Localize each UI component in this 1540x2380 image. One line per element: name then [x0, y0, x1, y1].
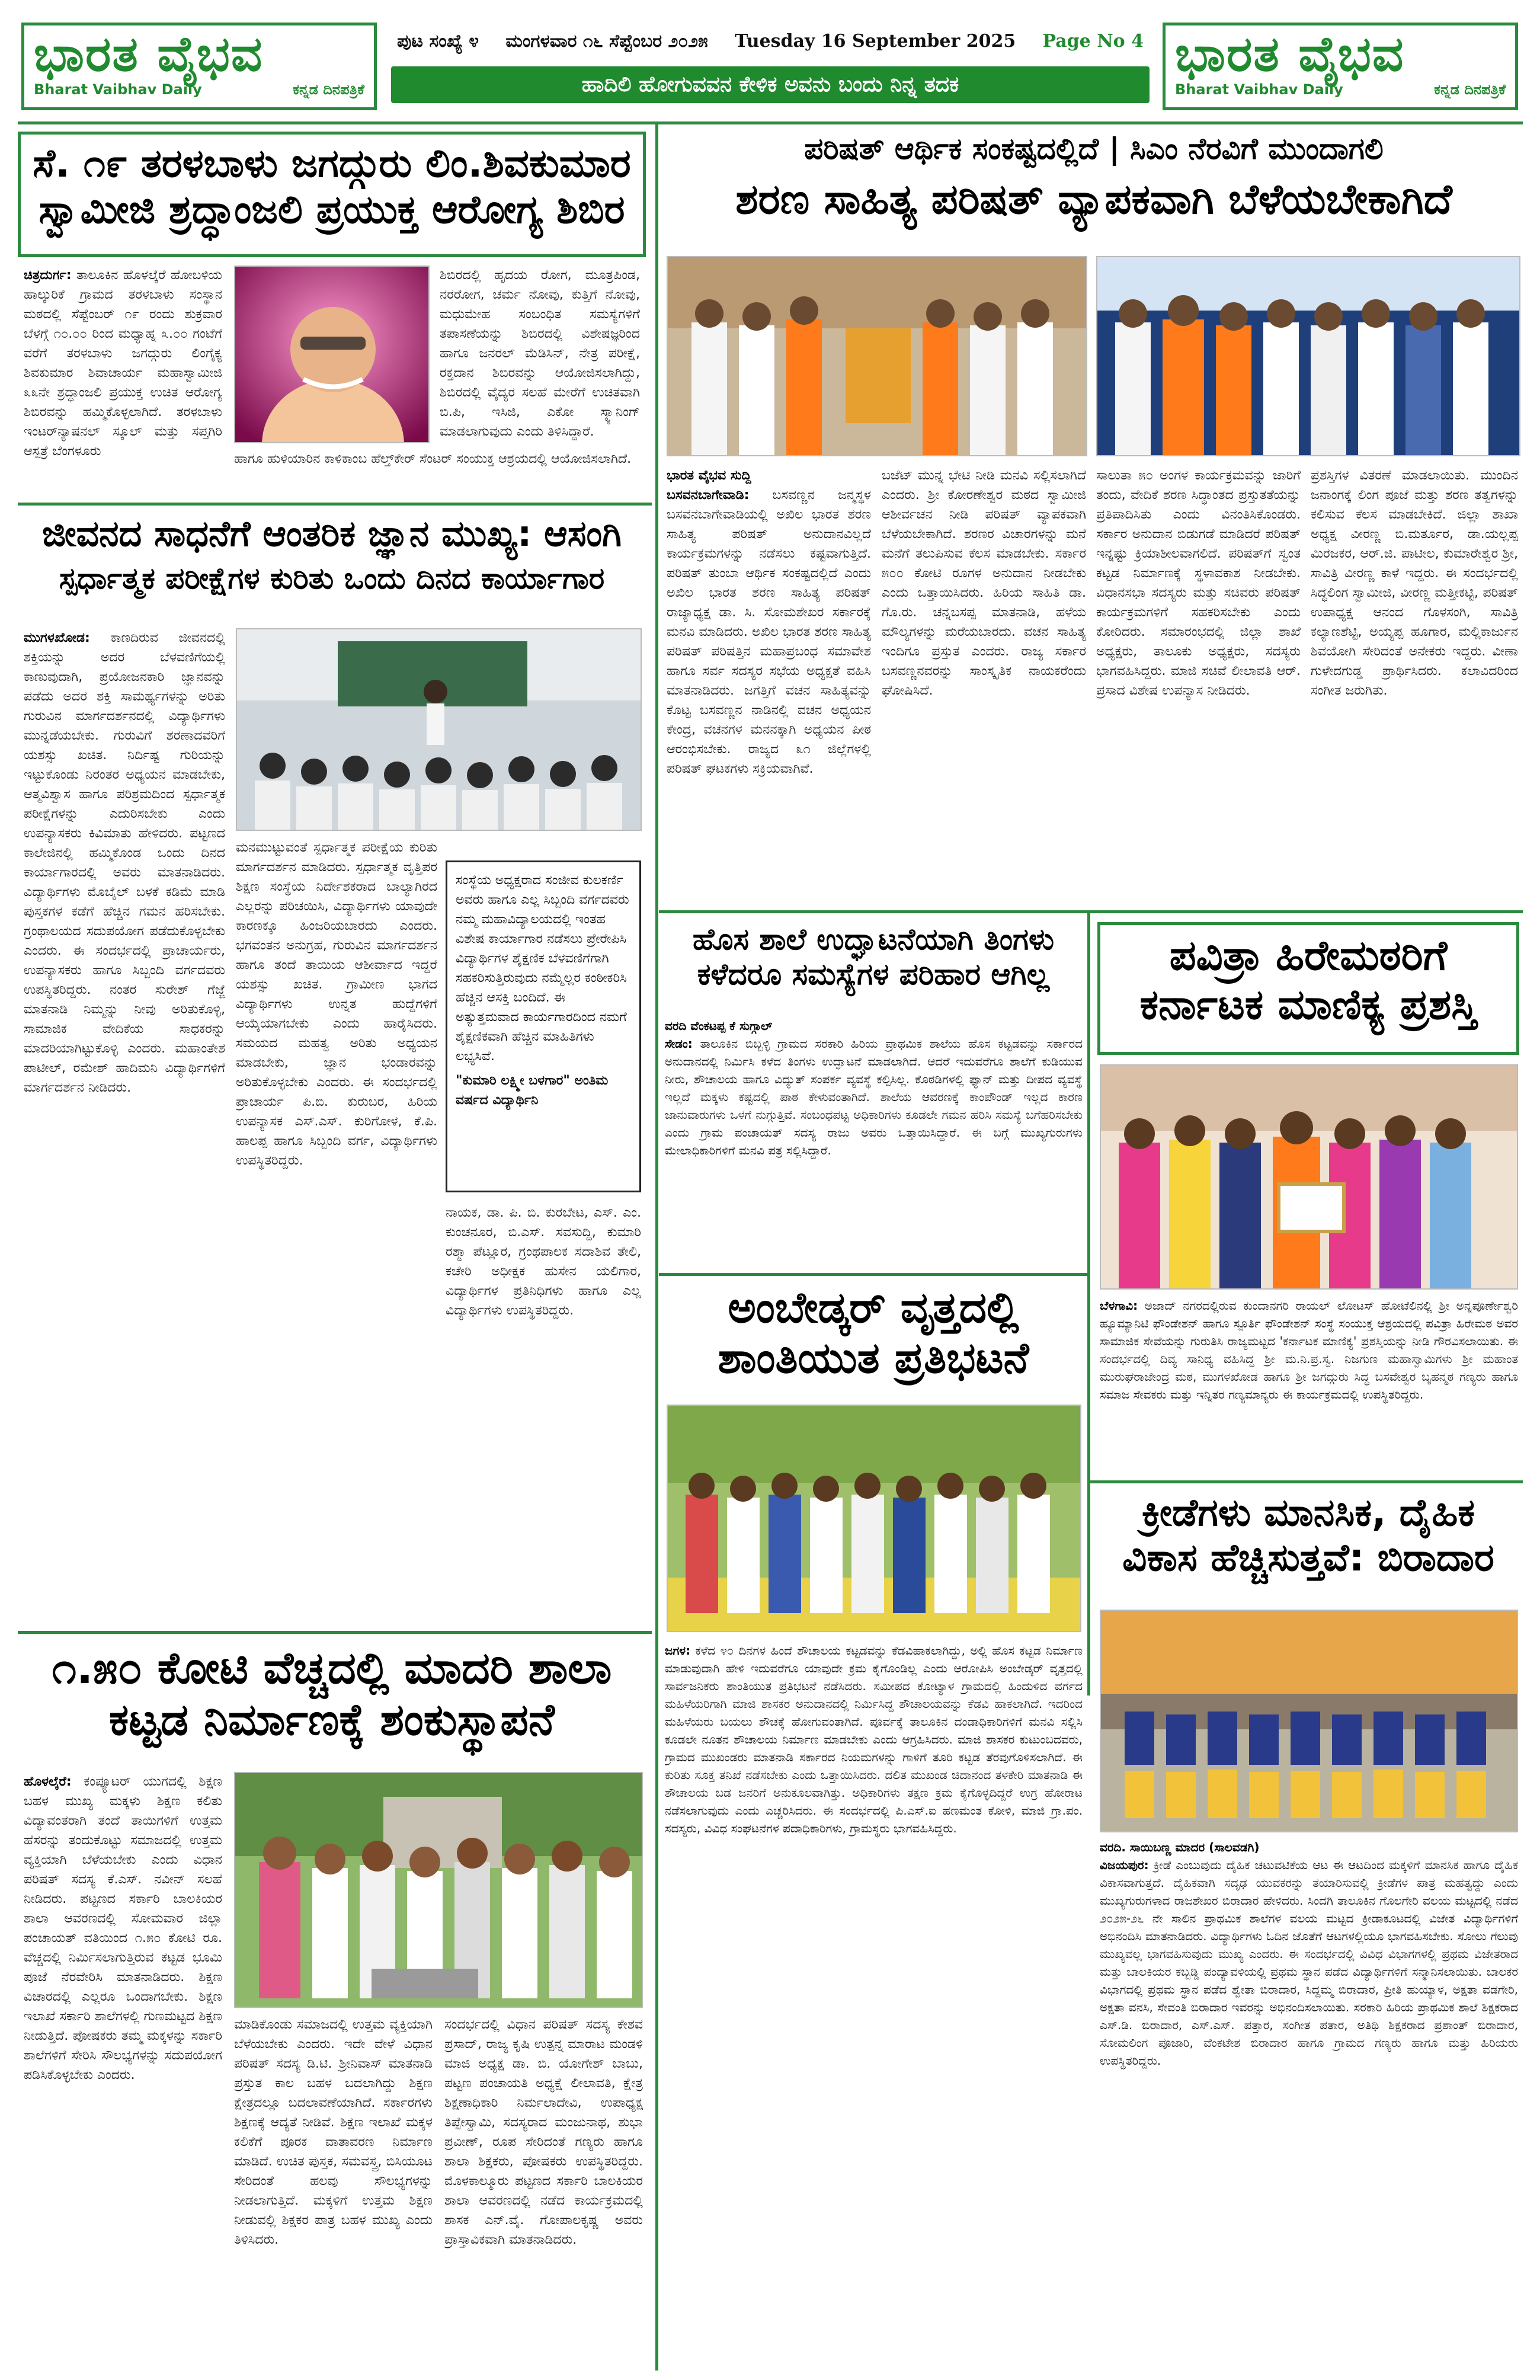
a5-headline [662, 922, 1084, 1011]
a5-headline-line1: ಹೊಸ ಶಾಲೆ ಉದ್ಘಾಟನೆಯಾಗಿ ತಿಂಗಳು [692, 922, 1055, 957]
date-kn: ಮಂಗಳವಾರ ೧೬ ಸೆಪ್ಟೆಂಬರ ೨೦೨೫ [505, 30, 708, 52]
a4-divider [659, 910, 1523, 913]
masthead-title-right: ಭಾರತ ವೈಭವ [1175, 26, 1405, 82]
a2-divider [18, 1631, 652, 1634]
a1-divider [18, 503, 652, 506]
a4-column-1 [667, 466, 871, 904]
a4-photo-stage-left [667, 256, 1087, 456]
a2-headline-line1: ಜೀವನದ ಸಾಧನೆಗೆ ಆಂತರಿಕ ಜ್ಞಾನ ಮುಖ್ಯ: ಆಸಂಗಿ [42, 513, 622, 555]
a1-column-2 [440, 265, 640, 449]
a2-column-3 [446, 1203, 641, 1624]
a5-body [665, 1017, 1083, 1266]
masthead-logo-left [21, 23, 377, 110]
a3-headline-line1: ೧.೫೦ ಕೋಟಿ ವೆಚ್ಚದಲ್ಲಿ ಮಾದರಿ ಶಾಲಾ [52, 1643, 612, 1694]
a6-photo-protest [667, 1405, 1081, 1632]
a3-photo-foundation [234, 1772, 643, 2008]
a1-photo-swamiji [234, 265, 430, 443]
a2-headline-line2: ಸ್ಪರ್ಧಾತ್ಮಕ ಪರೀಕ್ಷೆಗಳ ಕುರಿತು ಒಂದು ದಿನದ ಕಾರ್ಯಾಗಾರ [59, 561, 605, 596]
a2-text-2: ಮನಮುಟ್ಟುವಂತೆ ಸ್ಪರ್ಧಾತ್ಮಕ ಪರೀಕ್ಷೆಯ ಕುರಿತು ಮಾರ್ಗದರ್ಶನ ಮಾಡಿದರು. ಸ್ಪರ್ಧಾತ್ಮಕ ವೃತ್ತಿಪರ ಶಿಕ್ಷಣ ಸಂಸ್ಥೆಯ ನಿರ್ದೇಶಕರಾದ ಬಾಲ್ಯಾಗಿರದ ಎಲ್ಲರನ್ನು ಪರಿಚಯಿಸಿ, ವಿದ್ಯಾರ್ಥಿಗಳು ಯಾವುದೇ ಕಾರಣಕ್ಕೂ ಹಿಂಜರಿಯಬಾರದು ಎಂದರು. ಭಗವಂತನ ಅನುಗ್ರಹ, ಗುರುವಿನ ಮಾರ್ಗದರ್ಶನ ಹಾಗೂ ತಂದೆ ತಾಯಿಯ ಆಶೀರ್ವಾದ ಇದ್ದರೆ ಯಶಸ್ಸು ಖಚಿತ. ಗ್ರಾಮೀಣ ಭಾಗದ ವಿದ್ಯಾರ್ಥಿಗಳು ಉನ್ನತ ಹುದ್ದೆಗಳಿಗೆ ಆಯ್ಕೆಯಾಗಬೇಕು ಎಂದು ಹಾರೈಸಿದರು. ಸಮಯದ ಮಹತ್ವ ಅರಿತು ಅಧ್ಯಯನ ಮಾಡಬೇಕು, ಜ್ಞಾನ ಭಂಡಾರವನ್ನು ಅರಿತುಕೊಳ್ಳಬೇಕು ಎಂದರು. ಈ ಸಂದರ್ಭದಲ್ಲಿ ಪ್ರಾಚಾರ್ಯ ಪಿ.ಬಿ. ಕುರುಬರ, ಹಿರಿಯ ಉಪನ್ಯಾಸಕ ಎಸ್.ಎಸ್. ಕುರಿಗೋಳ, ಕೆ.ಪಿ. ಹಾಲಪ್ಪ ಹಾಗೂ ಸಿಬ್ಬಂದಿ ವರ್ಗ, ವಿದ್ಯಾರ್ಥಿಗಳು ಉಪಸ್ಥಿತರಿದ್ದರು. [236, 840, 437, 1168]
a7-photo-award [1100, 1064, 1518, 1290]
a4-dateline: ಬಸವನಬಾಗೇವಾಡಿ: [667, 488, 750, 503]
a1-headline-line1: ಸೆ. ೧೯ ತರಳಬಾಳು ಜಗದ್ಗುರು ಲಿಂ.ಶಿವಕುಮಾರ [33, 140, 631, 186]
a3-headline-line2: ಕಟ್ಟಡ ನಿರ್ಮಾಣಕ್ಕೆ ಶಂಕುಸ್ಥಾಪನೆ [109, 1694, 555, 1746]
a5-headline-line2: ಕಳೆದರೂ ಸಮಸ್ಯೆಗಳ ಪರಿಹಾರ ಆಗಿಲ್ಲ [697, 957, 1050, 991]
a7-headline-line2: ಕರ್ನಾಟಕ ಮಾಣಿಕ್ಯ ಪ್ರಶಸ್ತಿ [1139, 980, 1477, 1029]
column-divider [655, 124, 658, 2371]
a2-quote-box [446, 860, 641, 1192]
a6-headline-line1: ಅಂಬೇಡ್ಕರ್ ವೃತ್ತದಲ್ಲಿ [728, 1282, 1019, 1332]
a1-column-1 [24, 265, 222, 497]
a3-column-2 [234, 2015, 433, 2371]
a3-headline [18, 1643, 646, 1759]
a4-headline-main: ಶರಣ ಸಾಹಿತ್ಯ ಪರಿಷತ್ ವ್ಯಾಪಕವಾಗಿ ಬೆಳೆಯಬೇಕಾಗಿದೆ [735, 175, 1452, 223]
masthead-kannada-sub-right: ಕನ್ನಡ ದಿನಪತ್ರಿಕೆ [1434, 81, 1506, 98]
masthead-logo-right [1163, 23, 1518, 110]
a2-text-3: ನಾಯಕ, ಡಾ. ಪಿ. ಬಿ. ಕುರಬೇಟ, ಎಸ್. ಎಂ. ಕುಂಚನೂರ, ಬಿ.ಎಸ್. ಸವಸುದ್ದಿ, ಕುಮಾರಿ ರಶ್ಮಾ ಪೆಟ್ಲೂರ, ಗ್ರಂಥಪಾಲಕ ಸದಾಶಿವ ತೇಲಿ, ಕಚೇರಿ ಅಧೀಕ್ಷಕ ಹುಸೇನ ಯಲಿಗಾರ, ವಿದ್ಯಾರ್ಥಿಗಳ ಪ್ರತಿನಿಧಿಗಳು ಹಾಗೂ ಎಲ್ಲ ವಿದ್ಯಾರ್ಥಿಗಳು ಉಪಸ್ಥಿತರಿದ್ದರು. [446, 1205, 641, 1318]
a3-text-3: ಸಂದರ್ಭದಲ್ಲಿ ವಿಧಾನ ಪರಿಷತ್ ಸದಸ್ಯ ಕೇಶವ ಪ್ರಸಾದ್, ರಾಜ್ಯ ಕೃಷಿ ಉತ್ಪನ್ನ ಮಾರಾಟ ಮಂಡಳಿ ಮಾಜಿ ಅಧ್ಯಕ್ಷ ಡಾ. ಬಿ. ಯೋಗೇಶ್ ಬಾಬು, ಪಟ್ಟಣ ಪಂಚಾಯತಿ ಅಧ್ಯಕ್ಷೆ ಲೀಲಾವತಿ, ಕ್ಷೇತ್ರ ಶಿಕ್ಷಣಾಧಿಕಾರಿ ನಿರ್ಮಲಾದೇವಿ, ಉಪಾಧ್ಯಕ್ಷ ತಿಪ್ಪೇಸ್ವಾಮಿ, ಸದಸ್ಯರಾದ ಮಂಜುನಾಥ, ಶುಭಾ ಪ್ರವೀಣ್, ರೂಪ ಸೇರಿದಂತೆ ಗಣ್ಯರು ಹಾಗೂ ಶಾಲಾ ಶಿಕ್ಷಕರು, ಪೋಷಕರು ಉಪಸ್ಥಿತರಿದ್ದರು. ಮೊಳಕಾಲ್ಮೂರು ಪಟ್ಟಣದ ಸರ್ಕಾರಿ ಬಾಲಕಿಯರ ಶಾಲಾ ಆವರಣದಲ್ಲಿ ನಡೆದ ಕಾರ್ಯಕ್ರಮದಲ್ಲಿ ಶಾಸಕ ಎನ್.ವೈ. ಗೋಪಾಲಕೃಷ್ಣ ಅವರು ಪ್ರಾಸ್ತಾವಿಕವಾಗಿ ಮಾತನಾಡಿದರು. [444, 2017, 643, 2247]
a3-column-1 [24, 1772, 222, 2371]
masthead-divider [18, 121, 1523, 124]
a8-photo-sports [1100, 1610, 1518, 1832]
a6-text: ಕಳೆದ ೪೦ ದಿನಗಳ ಹಿಂದೆ ಶೌಚಾಲಯ ಕಟ್ಟಡವನ್ನು ಕೆಡವಿಹಾಕಲಾಗಿದ್ದು, ಅಲ್ಲಿ ಹೊಸ ಕಟ್ಟಡ ನಿರ್ಮಾಣ ಮಾಡುವುದಾಗಿ ಹೇಳಿ ಇದುವರೆಗೂ ಯಾವುದೇ ಕ್ರಮ ಕೈಗೊಂಡಿಲ್ಲ ಎಂದು ಆರೋಪಿಸಿ ಅಂಬೇಡ್ಕರ್ ವೃತ್ತದಲ್ಲಿ ಸಾರ್ವಜನಿಕರು ಶಾಂತಿಯುತ ಪ್ರತಿಭಟನೆ ನಡೆಸಿದರು. ಸಮೀಪದ ಕೋಟ್ಯಾಳ ಗ್ರಾಮದಲ್ಲಿ ಹಿಂದುಳಿದ ವರ್ಗದ ಮಹಿಳೆಯರಿಗಾಗಿ ಮಾಜಿ ಶಾಸಕರ ಅನುದಾನದಲ್ಲಿ ನಿರ್ಮಿಸಿದ್ದ ಶೌಚಾಲಯವನ್ನು ಕೆಡವಿ ಹಾಕಲಾಗಿದೆ. ಇದರಿಂದ ಮಹಿಳೆಯರು ಬಯಲು ಶೌಚಕ್ಕೆ ಹೋಗುವಂತಾಗಿದೆ. ಪೂರ್ವಕ್ಕೆ ತಾಲೂಕಿನ ದಂಡಾಧಿಕಾರಿಗಳಿಗೆ ಮನವಿ ಸಲ್ಲಿಸಿ ಕೂಡಲೇ ನೂತನ ಶೌಚಾಲಯ ನಿರ್ಮಾಣ ಮಾಡಬೇಕು ಎಂದು ಆಗ್ರಹಿಸಿದರು. ಮಾಜಿ ಶಾಸಕರ ಕುಟುಂಬದವರು, ಗ್ರಾಮದ ಮುಖಂಡರು ಮಾತನಾಡಿ ಸರ್ಕಾರದ ನಿಯಮಗಳನ್ನು ಗಾಳಿಗೆ ತೂರಿ ಕಟ್ಟಡ ತೆರವುಗೊಳಿಸಲಾಗಿದೆ. ಈ ಕುರಿತು ಸೂಕ್ತ ತನಿಖೆ ನಡೆಸಬೇಕು ಎಂದು ಒತ್ತಾಯಿಸಿದರು. ದಲಿತ ಮುಖಂಡ ಚಿದಾನಂದ ತಳಕೇರಿ ಮಾತನಾಡಿ ಈ ಶೌಚಾಲಯ ಬಡ ಜನರಿಗೆ ಅನುಕೂಲವಾಗಿತ್ತು. ಅಧಿಕಾರಿಗಳು ತಕ್ಷಣ ಕ್ರಮ ಕೈಗೊಳ್ಳದಿದ್ದರೆ ಉಗ್ರ ಹೋರಾಟ ನಡೆಸಲಾಗುವುದು ಎಂದು ಎಚ್ಚರಿಸಿದರು. ಈ ಸಂದರ್ಭದಲ್ಲಿ ಪಿ.ಎಸ್.ಐ ಹಣಮಂತ ಕೋಳಿ, ಮಾಜಿ ಗ್ರಾ.ಪಂ. ಸದಸ್ಯರು, ವಿವಿಧ ಸಂಘಟನೆಗಳ ಪದಾಧಿಕಾರಿಗಳು, ಗ್ರಾಮಸ್ಥರು ಭಾಗವಹಿಸಿದ್ದರು. [665, 1643, 1083, 1835]
slogan-bar: ಹಾದಿಲಿ ಹೋಗುವವನ ಕೇಳಿಕ ಅವನು ಬಂದು ನಿನ್ನ ತದಕ [391, 66, 1150, 103]
a7-body [1100, 1297, 1518, 1474]
a6-dateline: ಜಗಳ: [665, 1643, 691, 1658]
a3-text-2: ಮಾಡಿಕೊಂಡು ಸಮಾಜದಲ್ಲಿ ಉತ್ತಮ ವ್ಯಕ್ತಿಯಾಗಿ ಬೆಳೆಯಬೇಕು ಎಂದರು. ಇದೇ ವೇಳೆ ವಿಧಾನ ಪರಿಷತ್ ಸದಸ್ಯ ಡಿ.ಟಿ. ಶ್ರೀನಿವಾಸ್ ಮಾತನಾಡಿ ಪ್ರಸ್ತುತ ಕಾಲ ಬಹಳ ಬದಲಾಗಿದ್ದು ಶಿಕ್ಷಣ ಕ್ಷೇತ್ರದಲ್ಲೂ ಬದಲಾವಣೆಯಾಗಿದೆ. ಸರ್ಕಾರಗಳು ಶಿಕ್ಷಣಕ್ಕೆ ಆದ್ಯತೆ ನೀಡಿವೆ. ಶಿಕ್ಷಣ ಇಲಾಖೆ ಮಕ್ಕಳ ಕಲಿಕೆಗೆ ಪೂರಕ ವಾತಾವರಣ ನಿರ್ಮಾಣ ಮಾಡಿದೆ. ಉಚಿತ ಪುಸ್ತಕ, ಸಮವಸ್ತ್ರ, ಬಿಸಿಯೂಟ ಸೇರಿದಂತೆ ಹಲವು ಸೌಲಭ್ಯಗಳನ್ನು ನೀಡಲಾಗುತ್ತಿದೆ. ಮಕ್ಕಳಿಗೆ ಉತ್ತಮ ಶಿಕ್ಷಣ ನೀಡುವಲ್ಲಿ ಶಿಕ್ಷಕರ ಪಾತ್ರ ಬಹಳ ಮುಖ್ಯ ಎಂದು ತಿಳಿಸಿದರು. [234, 2017, 433, 2247]
a8-text: ಕ್ರೀಡೆ ಎಂಬುವುದು ದೈಹಿಕ ಚಟುವಟಿಕೆಯ ಆಟ ಈ ಆಟದಿಂದ ಮಕ್ಕಳಿಗೆ ಮಾನಸಿಕ ಹಾಗೂ ದೈಹಿಕ ವಿಕಾಸವಾಗುತ್ತದೆ. ದೈಹಿಕವಾಗಿ ಸದೃಢ ಯುವಕರನ್ನು ತಯಾರಿಸುವಲ್ಲಿ ಕ್ರೀಡೆಗಳ ಪಾತ್ರ ಮಹತ್ವದ್ದು ಎಂದು ಮುಖ್ಯಗುರುಗಳಾದ ರಾಜಶೇಖರ ಬಿರಾದಾರ ಹೇಳಿದರು. ಸಿಂದಗಿ ತಾಲೂಕಿನ ಗೊಲಗೇರಿ ವಲಯ ಮಟ್ಟದಲ್ಲಿ ನಡೆದ ೨೦೨೫-೨೬ ನೇ ಸಾಲಿನ ಪ್ರಾಥಮಿಕ ಶಾಲೆಗಳ ವಲಯ ಮಟ್ಟದ ಕ್ರೀಡಾಕೂಟದಲ್ಲಿ ವಿಜೇತ ವಿದ್ಯಾರ್ಥಿಗಳಿಗೆ ಅಭಿನಂದಿಸಿ ಮಾತನಾಡಿದರು. ವಿದ್ಯಾರ್ಥಿಗಳು ಓದಿನ ಜೊತೆಗೆ ಆಟಗಳಲ್ಲಿಯೂ ಭಾಗವಹಿಸಬೇಕು. ಸೋಲು ಗೆಲುವು ಮುಖ್ಯವಲ್ಲ ಭಾಗವಹಿಸುವುದು ಮುಖ್ಯ ಎಂದರು. ಈ ಸಂದರ್ಭದಲ್ಲಿ ವಿವಿಧ ವಿಭಾಗಗಳಲ್ಲಿ ಪ್ರಥಮ ವಿಜೇತರಾದ ಮತ್ತು ಬಾಲಕಿಯರ ಕಬ್ಬಡ್ಡಿ ಪಂದ್ಯಾವಳಿಯಲ್ಲಿ ಪ್ರಥಮ ಸ್ಥಾನ ಪಡೆದ ವಿದ್ಯಾರ್ಥಿಗಳಿಗೆ ಸನ್ಮಾನಿಸಲಾಯಿತು. ಬಾಲಕರ ವಿಭಾಗದಲ್ಲಿ ಪ್ರಥಮ ಸ್ಥಾನ ಪಡೆದ ಶ್ವೇತಾ ಬಿರಾದಾರ, ಸಿದ್ದಮ್ಮ ಬಿರಾದಾರ, ಪ್ರೀತಿ ಹುಯ್ಯಾಳ, ಅಕ್ಷತಾ ವಡಗೇರಿ, ಅಕ್ಷತಾ ವನಸಿ, ಸೇವಂತಿ ಬಿರಾದಾರ ಇವರನ್ನು ಅಭಿನಂದಿಸಲಾಯಿತು. ಸರಕಾರಿ ಹಿರಿಯ ಪ್ರಾಥಮಿಕ ಶಾಲೆ ಶಿಕ್ಷಕರಾದ ಎಸ್.ಡಿ. ಬಿರಾದಾರ, ಎಸ್.ಎಸ್. ಪತ್ತಾರ, ಸಂಗೀತ ಪತಾರ, ಅತಿಥಿ ಶಿಕ್ಷಕರಾದ ಪ್ರಶಾಂತ್ ಬಿರಾದಾರ, ಸೋಮಲಿಂಗ ಪೂಜಾರಿ, ವೆಂಕಟೇಶ ಬಿರಾದಾರ ಹಾಗೂ ಗ್ರಾಮದ ಗಣ್ಯರು ಹಾಗೂ ಮತ್ತು ಹಿರಿಯರು ಉಪಸ್ಥಿತರಿದ್ದರು. [1100, 1858, 1518, 2068]
a1-text-2: ಶಿಬಿರದಲ್ಲಿ ಹೃದಯ ರೋಗ, ಮೂತ್ರಪಿಂಡ, ನರರೋಗ, ಚರ್ಮ ನೋವು, ಕುತ್ತಿಗೆ ನೋವು, ಮಧುಮೇಹ ಸಂಬಂಧಿತ ಸಮಸ್ಯೆಗಳಿಗೆ ತಪಾಸಣೆಯನ್ನು ಶಿಬಿರದಲ್ಲಿ ವಿಶೇಷಜ್ಞರಿಂದ ಹಾಗೂ ಜನರಲ್ ಮೆಡಿಸಿನ್, ನೇತ್ರ ಪರೀಕ್ಷೆ, ರಕ್ತದಾನ ಶಿಬಿರವನ್ನು ಆಯೋಜಿಸಲಾಗಿದ್ದು, ಶಿಬಿರದಲ್ಲಿ ವೈದ್ಯರ ಸಲಹೆ ಮೇರೆಗೆ ಉಚಿತವಾಗಿ ಬಿ.ಪಿ, ಇಸಿಜಿ, ಎಕೋ ಸ್ಕ್ಯಾನಿಂಗ್ ಮಾಡಲಾಗುವುದು ಎಂದು ತಿಳಿಸಿದ್ದಾರೆ. [440, 268, 640, 439]
a6-headline-line2: ಶಾಂತಿಯುತ ಪ್ರತಿಭಟನೆ [718, 1332, 1029, 1383]
a4-column-4 [1311, 466, 1518, 904]
masthead-title: ಭಾರತ ವೈಭವ [34, 26, 264, 82]
a8-dateline: ವಿಜಯಪುರ: [1100, 1858, 1149, 1872]
a1-headline-box [18, 132, 646, 257]
a8-headline [1097, 1491, 1519, 1604]
a8-byline: ವರದಿ. ಸಾಯಿಬಣ್ಣ ಮಾದರ (ಸಾಲವಡಗಿ) [1100, 1840, 1260, 1854]
masthead-kannada-sub: ಕನ್ನಡ ದಿನಪತ್ರಿಕೆ [293, 81, 364, 98]
a4-text-2: ಬಜೆಟ್ ಮುನ್ನ ಭೇಟಿ ನೀಡಿ ಮನವಿ ಸಲ್ಲಿಸಲಾಗಿದೆ ಎಂದರು. ಶ್ರೀ ಕೋರಣೇಶ್ವರ ಮಠದ ಸ್ವಾಮೀಜಿ ಆಶೀರ್ವಚನ ನೀಡಿ ಪರಿಷತ್ ವ್ಯಾಪಕವಾಗಿ ಬೆಳೆಯಬೇಕಾಗಿದೆ. ಶರಣರ ವಿಚಾರಗಳನ್ನು ಮನೆ ಮನೆಗೆ ತಲುಪಿಸುವ ಕೆಲಸ ಮಾಡಬೇಕು. ಸರ್ಕಾರ ೫೦೦ ಕೋಟಿ ರೂಗಳ ಅನುದಾನ ನೀಡಬೇಕು ಎಂದು ಒತ್ತಾಯಿಸಿದರು. ಹಿರಿಯ ಸಾಹಿತಿ ಡಾ. ಗೊ.ರು. ಚನ್ನಬಸಪ್ಪ ಮಾತನಾಡಿ, ಹಳೆಯ ಮೌಲ್ಯಗಳನ್ನು ಮರೆಯಬಾರದು. ವಚನ ಸಾಹಿತ್ಯ ಇಂದಿಗೂ ಪ್ರಸ್ತುತ ಎಂದರು. ರಾಜ್ಯ ಸರ್ಕಾರ ಬಸವಣ್ಣನವರನ್ನು ಸಾಂಸ್ಕೃತಿಕ ನಾಯಕರೆಂದು ಘೋಷಿಸಿದೆ. [882, 468, 1086, 698]
a8-headline-line2: ವಿಕಾಸ ಹೆಚ್ಚಿಸುತ್ತವೆ: ಬಿರಾದಾರ [1122, 1536, 1494, 1580]
a2-text-1: ಕಾಣದಿರುವ ಜೀವನದಲ್ಲಿ ಶಕ್ತಿಯನ್ನು ಅದರ ಬೆಳವಣಿಗೆಯಲ್ಲಿ ಕಾಣುವುದಾಗಿ, ಪ್ರಯೋಜನಕಾರಿ ಜ್ಞಾನವನ್ನು ಪಡೆದು ಅದರ ಶಕ್ತಿ ಸಾಮರ್ಥ್ಯಗಳನ್ನು ಅರಿತು ಗುರುವಿನ ಮಾರ್ಗದರ್ಶನದಲ್ಲಿ ವಿದ್ಯಾರ್ಥಿಗಳು ಮುನ್ನಡೆಯಬೇಕು. ಗುರುವಿಗೆ ಶರಣಾದವರಿಗೆ ಯಶಸ್ಸು ಖಚಿತ. ನಿರ್ದಿಷ್ಟ ಗುರಿಯನ್ನು ಇಟ್ಟುಕೊಂಡು ನಿರಂತರ ಅಧ್ಯಯನ ಮಾಡಬೇಕು, ಆತ್ಮವಿಶ್ವಾಸ ಹಾಗೂ ಪರಿಶ್ರಮದಿಂದ ಸ್ಪರ್ಧಾತ್ಮಕ ಪರೀಕ್ಷೆಗಳನ್ನು ಎದುರಿಸಬೇಕು ಎಂದು ಉಪನ್ಯಾಸಕರು ಕಿವಿಮಾತು ಹೇಳಿದರು. ಪಟ್ಟಣದ ಕಾಲೇಜಿನಲ್ಲಿ ಹಮ್ಮಿಕೊಂಡ ಒಂದು ದಿನದ ಕಾರ್ಯಾಗಾರದಲ್ಲಿ ಅವರು ಮಾತನಾಡಿದರು. ವಿದ್ಯಾರ್ಥಿಗಳು ಮೊಬೈಲ್ ಬಳಕೆ ಕಡಿಮೆ ಮಾಡಿ ಪುಸ್ತಕಗಳ ಕಡೆಗೆ ಹೆಚ್ಚಿನ ಗಮನ ಹರಿಸಬೇಕು. ಗ್ರಂಥಾಲಯದ ಸದುಪಯೋಗ ಪಡೆದುಕೊಳ್ಳಬೇಕು ಎಂದರು. ಈ ಸಂದರ್ಭದಲ್ಲಿ ಪ್ರಾಚಾರ್ಯರು, ಉಪನ್ಯಾಸಕರು ಹಾಗೂ ಸಿಬ್ಬಂದಿ ವರ್ಗದವರು ಉಪಸ್ಥಿತರಿದ್ದರು. ನಂತರ ಸುರೇಶ್ ಗೆಜ್ಜೆ ಮಾತನಾಡಿ ನಿಮ್ಮನ್ನು ನೀವು ಅರಿತುಕೊಳ್ಳಿ, ಸಾಮಾಜಿಕ ವೇದಿಕೆಯ ಸಾಧಕರನ್ನು ಮಾದರಿಯಾಗಿಟ್ಟುಕೊಳ್ಳಿ ಎಂದರು. ಮಹಾಂತೇಶ ಪಾಟೀಲ್, ರಮೇಶ್ ಹಾದಿಮನಿ ವಿದ್ಯಾರ್ಥಿಗಳಿಗೆ ಮಾರ್ಗದರ್ಶನ ನೀಡಿದರು. [24, 631, 225, 1095]
a4-headline-top: ಪರಿಷತ್ ಆರ್ಥಿಕ ಸಂಕಷ್ಟದಲ್ಲಿದೆ | ಸಿಎಂ ನೆರವಿಗೆ ಮುಂದಾಗಲಿ [804, 132, 1384, 166]
date-en: Tuesday 16 September 2025 [735, 30, 1016, 52]
a3-dateline: ಹೊಳಲ್ಕೆರೆ: [24, 1774, 72, 1789]
masthead-english: Bharat Vaibhav Daily [34, 81, 202, 98]
a4-text-1: ಬಸವಣ್ಣನ ಜನ್ಮಸ್ಥಳ ಬಸವನಬಾಗೇವಾಡಿಯಲ್ಲಿ ಅಖಿಲ ಭಾರತ ಶರಣ ಸಾಹಿತ್ಯ ಪರಿಷತ್ ಅನುದಾನವಿಲ್ಲದೆ ಕಾರ್ಯಕ್ರಮಗಳನ್ನು ನಡೆಸಲು ಕಷ್ಟವಾಗುತ್ತಿದೆ. ಪರಿಷತ್ ತುಂಬಾ ಆರ್ಥಿಕ ಸಂಕಷ್ಟದಲ್ಲಿದೆ ಎಂದು ಅಖಿಲ ಭಾರತ ಶರಣ ಸಾಹಿತ್ಯ ಪರಿಷತ್ ರಾಜ್ಯಾಧ್ಯಕ್ಷ ಡಾ. ಸಿ. ಸೋಮಶೇಖರ ಸರ್ಕಾರಕ್ಕೆ ಮನವಿ ಮಾಡಿದರು. ಅಖಿಲ ಭಾರತ ಶರಣ ಸಾಹಿತ್ಯ ಪರಿಷತ್ ಪರಿಷತ್ತಿನ ಮಹಾಪ್ರಬಂಧ ಸಮಾವೇಶ ಹಾಗೂ ಸರ್ವ ಸದಸ್ಯರ ಸಭೆಯ ಅಧ್ಯಕ್ಷತೆ ವಹಿಸಿ ಮಾತನಾಡಿದರು. ಜಗತ್ತಿಗೆ ವಚನ ಸಾಹಿತ್ಯವನ್ನು ಕೊಟ್ಟ ಬಸವಣ್ಣನ ನಾಡಿನಲ್ಲಿ ವಚನ ಅಧ್ಯಯನ ಕೇಂದ್ರ, ವಚನಗಳ ಮನನಕ್ಕಾಗಿ ಅಧ್ಯಯನ ಪೀಠ ಆರಂಭಿಸಬೇಕು. ರಾಜ್ಯದ ೩೧ ಜಿಲ್ಲೆಗಳಲ್ಲಿ ಪರಿಷತ್ ಘಟಕಗಳು ಸಕ್ರಿಯವಾಗಿವೆ. [667, 488, 871, 776]
a4-byline: ಭಾರತ ವೈಭವ ಸುದ್ದಿ [667, 468, 751, 483]
a2-dateline: ಮುಗಳಖೋಡ: [24, 631, 90, 645]
a4-headline [665, 132, 1523, 256]
a1-headline-line2: ಸ್ವಾಮೀಜಿ ಶ್ರದ್ಧಾಂಜಲಿ ಪ್ರಯುಕ್ತ ಆರೋಗ್ಯ ಶಿಬಿರ [39, 186, 625, 232]
a5-text: ತಾಲೂಕಿನ ಬಿಬ್ಬಳ್ಳಿ ಗ್ರಾಮದ ಸರಕಾರಿ ಹಿರಿಯ ಪ್ರಾಥಮಿಕ ಶಾಲೆಯ ಹೊಸ ಕಟ್ಟಡವನ್ನು ಸರ್ಕಾರದ ಅನುದಾನದಲ್ಲಿ ನಿರ್ಮಿಸಿ ಕಳೆದ ತಿಂಗಳು ಉದ್ಘಾಟನೆ ಮಾಡಲಾಗಿದೆ. ಆದರೆ ಇದುವರೆಗೂ ಶಾಲೆಗೆ ಕುಡಿಯುವ ನೀರು, ಶೌಚಾಲಯ ಹಾಗೂ ವಿದ್ಯುತ್ ಸಂಪರ್ಕ ವ್ಯವಸ್ಥೆ ಕಲ್ಪಿಸಿಲ್ಲ. ಕೊಠಡಿಗಳಲ್ಲಿ ಫ್ಯಾನ್ ಮತ್ತು ದೀಪದ ವ್ಯವಸ್ಥೆ ಇಲ್ಲದೆ ಮಕ್ಕಳು ಕಷ್ಟದಲ್ಲಿ ಪಾಠ ಕೇಳುವಂತಾಗಿದೆ. ಶಾಲೆಯ ಆವರಣಕ್ಕೆ ಕಾಂಪೌಂಡ್ ಇಲ್ಲದ ಕಾರಣ ಜಾನುವಾರುಗಳು ಒಳಗೆ ನುಗ್ಗುತ್ತಿವೆ. ಸಂಬಂಧಪಟ್ಟ ಅಧಿಕಾರಿಗಳು ಕೂಡಲೇ ಗಮನ ಹರಿಸಿ ಸಮಸ್ಯೆ ಬಗೆಹರಿಸಬೇಕು ಎಂದು ಗ್ರಾಮ ಪಂಚಾಯತ್ ಸದಸ್ಯ ರಾಜು ಅವರು ಒತ್ತಾಯಿಸಿದ್ದಾರೆ. ಈ ಬಗ್ಗೆ ಮುಖ್ಯಗುರುಗಳು ಮೇಲಾಧಿಕಾರಿಗಳಿಗೆ ಮನವಿ ಪತ್ರ ಸಲ್ಲಿಸಿದ್ದಾರೆ. [665, 1037, 1083, 1157]
a2-column-2 [236, 838, 437, 1624]
a2-box-signature: "ಕುಮಾರಿ ಲಕ್ಷ್ಮೀ ಬಳಗಾರ" ಅಂತಿಮ ವರ್ಷದ ವಿದ್ಯಾರ್ಥಿನಿ [456, 1073, 609, 1108]
page-number-en: Page No 4 [1042, 30, 1144, 52]
a1-text-3: ಹಾಗೂ ಹುಳಿಯಾರಿನ ಕಾಳಿಕಾಂಬ ಹೆಲ್ತ್‌ಕೇರ್ ಸೆಂಟರ್ ಸಂಯುಕ್ತ ಆಶ್ರಯದಲ್ಲಿ ಆಯೋಜಿಸಲಾಗಿದೆ. [234, 452, 632, 466]
a3-column-3 [444, 2015, 643, 2371]
a4-text-4: ಪ್ರಶಸ್ತಿಗಳ ವಿತರಣೆ ಮಾಡಲಾಯಿತು. ಮುಂದಿನ ಜನಾಂಗಕ್ಕೆ ಲಿಂಗ ಪೂಜೆ ಮತ್ತು ಶರಣ ತತ್ವಗಳನ್ನು ಕಲಿಸುವ ಕೆಲಸ ಮಾಡಬೇಕಿದೆ. ಜಿಲ್ಲಾ ಶಾಖಾ ಅಧ್ಯಕ್ಷ ವೀರಣ್ಣ ಬಿ.ಮರ್ತೂರ, ಡಾ.ಯಲ್ಲಪ್ಪ ಮಿರಜಕರ, ಆರ್.ಜಿ. ಪಾಟೀಲ, ಕುಮಾರೇಶ್ವರ ಶ್ರೀ, ಸಾವಿತ್ರಿ ವೀರಣ್ಣ ಕಾಳೆ ಇದ್ದರು. ಈ ಸಂದರ್ಭದಲ್ಲಿ ಸಿದ್ಧಲಿಂಗ ಸ್ವಾಮೀಜಿ, ವೀರಣ್ಣ ಮತ್ತೀಕಟ್ಟಿ, ಪರಿಷತ್ ಉಪಾಧ್ಯಕ್ಷ ಆನಂದ ಗೊಳಸಂಗಿ, ಸಾವಿತ್ರಿ ಕಲ್ಯಾಣಶೆಟ್ಟಿ, ಅಯ್ಯಪ್ಪ ಹೂಗಾರ, ಮಲ್ಲಿಕಾರ್ಜುನ ಶಿವಯೋಗಿ ಸೇರಿದಂತೆ ಅನೇಕರು ಇದ್ದರು. ವೀಣಾ ಗುಳೇದಗುಡ್ಡ ಪ್ರಾರ್ಥಿಸಿದರು. ಕಲಾವಿದರಿಂದ ಸಂಗೀತ ಜರುಗಿತು. [1311, 468, 1518, 698]
a5-dateline: ಸೇಡಂ: [665, 1037, 693, 1051]
masthead-english-right: Bharat Vaibhav Daily [1175, 81, 1343, 98]
right-column-divider [1087, 913, 1090, 1696]
a7-dateline: ಬೆಳಗಾವಿ: [1100, 1298, 1138, 1313]
a5-divider [659, 1273, 1087, 1276]
a8-headline-line1: ಕ್ರೀಡೆಗಳು ಮಾನಸಿಕ, ದೈಹಿಕ [1141, 1491, 1475, 1535]
a6-body [665, 1642, 1083, 2371]
a2-box-text: ಸಂಸ್ಥೆಯ ಅಧ್ಯಕ್ಷರಾದ ಸಂಜೀವ ಕುಲಕರ್ಣಿ ಅವರು ಹಾಗೂ ಎಲ್ಲ ಸಿಬ್ಬಂದಿ ವರ್ಗದವರು ನಮ್ಮ ಮಹಾವಿದ್ಯಾಲಯದಲ್ಲಿ ಇಂತಹ ವಿಶೇಷ ಕಾರ್ಯಾಗಾರ ನಡೆಸಲು ಪ್ರೇರೇಪಿಸಿ ವಿದ್ಯಾರ್ಥಿಗಳ ಶೈಕ್ಷಣಿಕ ಬೆಳವಣಿಗೆಗಾಗಿ ಸಹಕರಿಸುತ್ತಿರುವುದು ನಮ್ಮೆಲ್ಲರ ಕಂಠೀಕರಿಸಿ ಹೆಚ್ಚಿನ ಆಸಕ್ತಿ ಬಂದಿದೆ. ಈ ಅತ್ಯುತ್ತಮವಾದ ಕಾರ್ಯಗಾರದಿಂದ ನಮಗೆ ಶೈಕ್ಷಣಿಕವಾಗಿ ಹೆಚ್ಚಿನ ಮಾಹಿತಿಗಳು ಲಭ್ಯಸಿವೆ. [456, 873, 629, 1064]
a7-headline-line1: ಪವಿತ್ರಾ ಹಿರೇಮಠರಿಗೆ [1169, 931, 1448, 980]
a6-headline [662, 1282, 1084, 1401]
a4-photo-stage-right [1096, 256, 1520, 456]
masthead-center [391, 23, 1150, 110]
a4-column-3 [1096, 466, 1301, 904]
a4-column-2 [882, 466, 1086, 904]
a1-under-photo [234, 449, 640, 497]
a7-divider [1090, 1480, 1523, 1483]
a1-text-1: ತಾಲೂಕಿನ ಹೊಳಲ್ಕೆರೆ ಹೋಬಳಿಯ ಹಾಲ್ಕುರಿಕೆ ಗ್ರಾಮದ ತರಳಬಾಳು ಸಂಸ್ಥಾನ ಮಠದಲ್ಲಿ ಸೆಪ್ಟೆಂಬರ್ ೧೯ ರಂದು ಶುಕ್ರವಾರ ಬೆಳಗ್ಗೆ ೧೦.೦೦ ರಿಂದ ಮಧ್ಯಾಹ್ನ ೩.೦೦ ಗಂಟೆಗೆ ವರೆಗೆ ತರಳಬಾಳು ಜಗದ್ಗುರು ಲಿಂಗೈಕ್ಯ ಶಿವಕುಮಾರ ಶಿವಾಚಾರ್ಯ ಮಹಾಸ್ವಾಮೀಜಿ ೩೩ನೇ ಶ್ರದ್ಧಾಂಜಲಿ ಪ್ರಯುಕ್ತ ಉಚಿತ ಆರೋಗ್ಯ ಶಿಬಿರವನ್ನು ಹಮ್ಮಿಕೊಳ್ಳಲಾಗಿದೆ. ತರಳಬಾಳು ಇಂಟರ್‌ನ್ಯಾಷನಲ್ ಸ್ಕೂಲ್ ಮತ್ತು ಸಪ್ತಗಿರಿ ಆಸ್ಪತ್ರೆ ಬೆಂಗಳೂರು [24, 268, 222, 459]
a7-headline-box [1097, 922, 1519, 1055]
a2-column-1 [24, 628, 225, 1624]
a3-text-1: ಕಂಪ್ಯೂಟರ್ ಯುಗದಲ್ಲಿ ಶಿಕ್ಷಣ ಬಹಳ ಮುಖ್ಯ ಮಕ್ಕಳು ಶಿಕ್ಷಣ ಕಲಿತು ವಿದ್ಯಾವಂತರಾಗಿ ತಂದೆ ತಾಯಿಗಳಿಗೆ ಉತ್ತಮ ಹೆಸರನ್ನು ತಂದುಕೊಟ್ಟು ಸಮಾಜದಲ್ಲಿ ಉತ್ತಮ ವ್ಯಕ್ತಿಯಾಗಿ ಬೆಳೆಯಬೇಕು ಎಂದು ವಿಧಾನ ಪರಿಷತ್ ಸದಸ್ಯ ಕೆ.ಎಸ್. ನವೀನ್ ಸಲಹೆ ನೀಡಿದರು. ಪಟ್ಟಣದ ಸರ್ಕಾರಿ ಬಾಲಕಿಯರ ಶಾಲಾ ಆವರಣದಲ್ಲಿ ಸೋಮವಾರ ಜಿಲ್ಲಾ ಪಂಚಾಯತ್ ವತಿಯಿಂದ ೧.೫೦ ಕೋಟಿ ರೂ. ವೆಚ್ಚದಲ್ಲಿ ನಿರ್ಮಿಸಲಾಗುತ್ತಿರುವ ಕಟ್ಟಡ ಭೂಮಿ ಪೂಜೆ ನೆರವೇರಿಸಿ ಮಾತನಾಡಿದರು. ಶಿಕ್ಷಣ ವಿಚಾರದಲ್ಲಿ ಎಲ್ಲರೂ ಒಂದಾಗಬೇಕು. ಶಿಕ್ಷಣ ಇಲಾಖೆ ಸರ್ಕಾರಿ ಶಾಲೆಗಳಲ್ಲಿ ಗುಣಮಟ್ಟದ ಶಿಕ್ಷಣ ನೀಡುತ್ತಿದೆ. ಪೋಷಕರು ತಮ್ಮ ಮಕ್ಕಳನ್ನು ಸರ್ಕಾರಿ ಶಾಲೆಗಳಿಗೆ ಸೇರಿಸಿ ಸೌಲಭ್ಯಗಳನ್ನು ಸದುಪಯೋಗ ಪಡಿಸಿಕೊಳ್ಳಬೇಕು ಎಂದರು. [24, 1774, 222, 2082]
a2-headline [18, 513, 646, 620]
a5-byline: ವರದಿ ವೆಂಕಟಪ್ಪ ಕೆ ಸುಗ್ಗಾಲ್ [665, 1019, 773, 1033]
a4-text-3: ಸಾಲುತಾ ೫೦ ಅಂಗಳ ಕಾರ್ಯಕ್ರಮವನ್ನು ಜಾರಿಗೆ ತಂದು, ವೇದಿಕೆ ಶರಣ ಸಿದ್ಧಾಂತದ ಪ್ರಸ್ತುತತೆಯನ್ನು ಪ್ರತಿಪಾದಿಸಿತು ಎಂದು ವಿನಂತಿಸಿಕೊಂಡರು. ಸರ್ಕಾರ ಅನುದಾನ ಬಿಡುಗಡೆ ಮಾಡಿದರೆ ಪರಿಷತ್ ಇನ್ನಷ್ಟು ಕ್ರಿಯಾಶೀಲವಾಗಲಿದೆ. ಪರಿಷತ್‌ಗೆ ಸ್ವಂತ ಕಟ್ಟಡ ನಿರ್ಮಾಣಕ್ಕೆ ಸ್ಥಳಾವಕಾಶ ನೀಡಬೇಕು. ವಿಧಾನಸಭಾ ಸದಸ್ಯರು ಮತ್ತು ಸಚಿವರು ಪರಿಷತ್ ಕಾರ್ಯಕ್ರಮಗಳಿಗೆ ಸಹಕರಿಸಬೇಕು ಎಂದು ಕೋರಿದರು. ಸಮಾರಂಭದಲ್ಲಿ ಜಿಲ್ಲಾ ಶಾಖೆ ಅಧ್ಯಕ್ಷರು, ತಾಲೂಕು ಅಧ್ಯಕ್ಷರು, ಸದಸ್ಯರು ಭಾಗವಹಿಸಿದ್ದರು. ಮಾಜಿ ಸಚಿವೆ ಲೀಲಾವತಿ ಆರ್. ಪ್ರಸಾದ ವಿಶೇಷ ಉಪನ್ಯಾಸ ನೀಡಿದರು. [1096, 468, 1301, 698]
a7-text: ಅಜಾದ್ ನಗರದಲ್ಲಿರುವ ಕುಂದಾನಗರಿ ರಾಯಲ್ ಲೋಟಸ್ ಹೋಟೆಲಿನಲ್ಲಿ ಶ್ರೀ ಅನ್ನಪೂರ್ಣೇಶ್ವರಿ ಹ್ಯೂಮ್ಯಾನಿಟಿ ಫೌಂಡೇಶನ್ ಹಾಗೂ ಸ್ಪೂರ್ತಿ ಫೌಂಡೇಶನ್ ಸಂಸ್ಥೆ ಸಂಯುಕ್ತ ಆಶ್ರಯದಲ್ಲಿ ಪವಿತ್ರಾ ಹಿರೇಮಠ ಅವರ ಸಾಮಾಜಿಕ ಸೇವೆಯನ್ನು ಗುರುತಿಸಿ ರಾಜ್ಯಮಟ್ಟದ 'ಕರ್ನಾಟಕ ಮಾಣಿಕ್ಯ' ಪ್ರಶಸ್ತಿಯನ್ನು ನೀಡಿ ಗೌರವಿಸಲಾಯಿತು. ಈ ಸಂದರ್ಭದಲ್ಲಿ ದಿವ್ಯ ಸಾನಿಧ್ಯ ವಹಿಸಿದ್ದ ಶ್ರೀ ಮ.ನಿ.ಪ್ರ.ಸ್ವ. ನಿಜಗುಣ ಮಹಾಸ್ವಾಮಿಗಳು ಶ್ರೀ ಮಹಾಂತ ಮುರುಘರಾಜೇಂದ್ರ ಮಠ, ಮುಗಳಖೋಡ ಹಾಗೂ ಶ್ರೀ ಜಗದ್ಗುರು ಸಿದ್ಧ ಬಸವೇಶ್ವರ ಬೃಹನ್ಮಠ ಗಣ್ಯರು ಹಾಗೂ ಸಮಾಜ ಸೇವಕರು ಮತ್ತು ಇನ್ನಿತರ ಗಣ್ಯಮಾನ್ಯರು ಈ ಕಾರ್ಯಕ್ರಮದಲ್ಲಿ ಉಪಸ್ಥಿತರಿದ್ದರು. [1100, 1298, 1518, 1402]
a8-body [1100, 1838, 1518, 2371]
a1-dateline: ಚಿತ್ರದುರ್ಗ: [24, 268, 72, 283]
a2-photo-workshop [236, 628, 642, 831]
page-number-kn: ಪುಟ ಸಂಖ್ಯೆ ೪ [397, 30, 479, 52]
